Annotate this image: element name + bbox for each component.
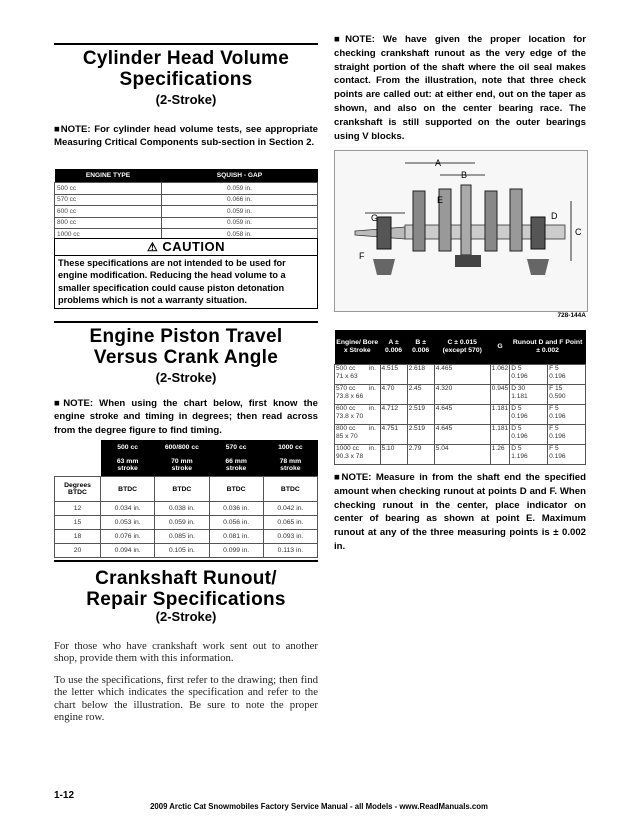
figure-label-a: A <box>435 158 442 168</box>
section-rule <box>54 321 318 323</box>
caution-header: ⚠ CAUTION <box>54 238 318 256</box>
section-subtitle: (2-Stroke) <box>155 370 217 385</box>
runout-table: Engine/ Bore x Stroke A ± 0.006 B ± 0.006 C ± 0.015 (except 570) G Runout D and F Point ± 0.002 500 cc 71 x 63 in. 4.515 2.618 4.465 1.062 D 5 0.196 F 5 0.196 570 cc 73.8 x 66 in. 4.70 2.45 4.320 0.945 D 30 1.181 F 15 0.590 600 cc 73.8 x 70 in. 4.712 2.519 4.645 1.181 D 5 0.196 F 5 0.196 800 cc 85 x 70 in. 4.751 2.519 4.645 1.181 D 5 0.196 F 5 0.196 1000 cc 90.3 x 78 in. 5.10 2.79 5.04 1.26 D 5 1.196 F 5 0.196 <box>334 330 586 465</box>
table-row: 500 cc 71 x 63 in. 4.515 2.618 4.465 1.062 D 5 0.196 F 5 0.196 <box>335 364 586 384</box>
figure-label-d: D <box>551 211 558 221</box>
note-cylinder-head: ■NOTE: For cylinder head volume tests, see appropriate Measuring Critical Components sub-section in Section 2. <box>54 124 318 149</box>
note-runout-location: ■NOTE: We have given the proper location for checking crankshaft runout as the very edge of the straight portion of the shaft where the oil seal makes contact. From the illustration, note that three check points are called out: at either end, out on the taper as shown, and also on the center bearing race. The crankshaft is still supported on the outer bearings using V blocks. <box>334 34 586 142</box>
crankshaft-paragraph-1: For those who have crankshaft work sent out to another shop, provide them with this information. <box>54 640 318 665</box>
note-runout-measure: ■NOTE: Measure in from the shaft end the specified amount when checking runout at points D and F. When checking runout in the center, place indicator on center of bearing as shown at point E. Maximum runout at any of the three measuring points is ± 0.002 in. <box>334 472 586 552</box>
warning-triangle-icon: ⚠ <box>146 240 159 254</box>
table-row: 15 0.053 in. 0.059 in. 0.056 in. 0.065 in. <box>55 516 318 530</box>
table-row: 500 cc 0.059 in. <box>55 183 318 195</box>
figure-label-g: G <box>371 213 379 223</box>
caution-text: These specifications are not intended to be used for engine modification. Reducing the head volume to a smaller specification could cause piston detonation problems which is not a warranty situation. <box>54 256 318 309</box>
table-header: SQUISH - GAP <box>162 169 318 183</box>
figure-label-f: F <box>359 251 365 261</box>
table-header: ENGINE TYPE <box>55 169 162 183</box>
section-subtitle: (2-Stroke) <box>155 92 217 107</box>
section-title-cylinder-head: Cylinder Head Volume Specifications <box>82 48 290 90</box>
footer-text: 2009 Arctic Cat Snowmobiles Factory Service Manual - all Models - www.ReadManuals.com <box>150 802 488 811</box>
table-row: 570 cc 0.066 in. <box>55 194 318 206</box>
note-piston-chart: ■NOTE: When using the chart below, first know the engine stroke and timing in degrees; then read across from the degree figure to find timing. <box>54 398 318 436</box>
table-row: 800 cc 0.059 in. <box>55 217 318 229</box>
table-row: 570 cc 73.8 x 66 in. 4.70 2.45 4.320 0.945 D 30 1.181 F 15 0.590 <box>335 384 586 404</box>
piston-travel-table: 500 cc 600/800 cc 570 cc 1000 cc 63 mm stroke 70 mm stroke 66 mm stroke 78 mm stroke Degrees BTDC BTDC BTDC BTDC BTDC 12 0.034 in. 0.038 in. 0.036 in. 0.042 in. 15 0.053 in. 0.059 in. 0.056 in. 0.065 in. 18 0.076 in. 0.085 in. 0.081 in. 0.093 in. 20 0.094 in. 0.105 in. 0.099 in. 0.113 in. <box>54 440 318 558</box>
crankshaft-paragraph-2: To use the specifications, first refer to the drawing; then find the letter which indicates the specification and refer to the chart below the illustration. Be sure to note the proper engine row. <box>54 674 318 723</box>
table-row: 18 0.076 in. 0.085 in. 0.081 in. 0.093 in. <box>55 530 318 544</box>
table-row: 1000 cc 0.058 in. <box>55 229 318 241</box>
caution-box <box>54 238 318 309</box>
table-row: 12 0.034 in. 0.038 in. 0.036 in. 0.042 in. <box>55 502 318 516</box>
squish-gap-table <box>54 169 318 241</box>
table-row: 600 cc 73.8 x 70 in. 4.712 2.519 4.645 1.181 D 5 0.196 F 5 0.196 <box>335 404 586 424</box>
section-title-crankshaft-runout: Crankshaft Runout/ Repair Specifications <box>86 568 286 610</box>
crankshaft-figure <box>334 150 588 312</box>
figure-label-c: C <box>575 227 582 237</box>
section-rule <box>54 43 318 45</box>
section-title-piston-travel: Engine Piston Travel Versus Crank Angle <box>89 326 283 368</box>
figure-id: 728-144A <box>557 312 586 319</box>
figure-label-b: B <box>461 170 468 180</box>
section-subtitle: (2-Stroke) <box>155 609 217 624</box>
table-row: 800 cc 85 x 70 in. 4.751 2.519 4.645 1.181 D 5 0.196 F 5 0.196 <box>335 424 586 444</box>
section-rule <box>54 560 318 562</box>
table-row: 600 cc 0.059 in. <box>55 206 318 218</box>
crankshaft-diagram <box>335 151 587 311</box>
figure-label-e: E <box>437 195 444 205</box>
page-number: 1-12 <box>54 790 75 801</box>
table-row: 20 0.094 in. 0.105 in. 0.099 in. 0.113 in. <box>55 544 318 558</box>
table-row: 1000 cc 90.3 x 78 in. 5.10 2.79 5.04 1.26 D 5 1.196 F 5 0.196 <box>335 444 586 464</box>
